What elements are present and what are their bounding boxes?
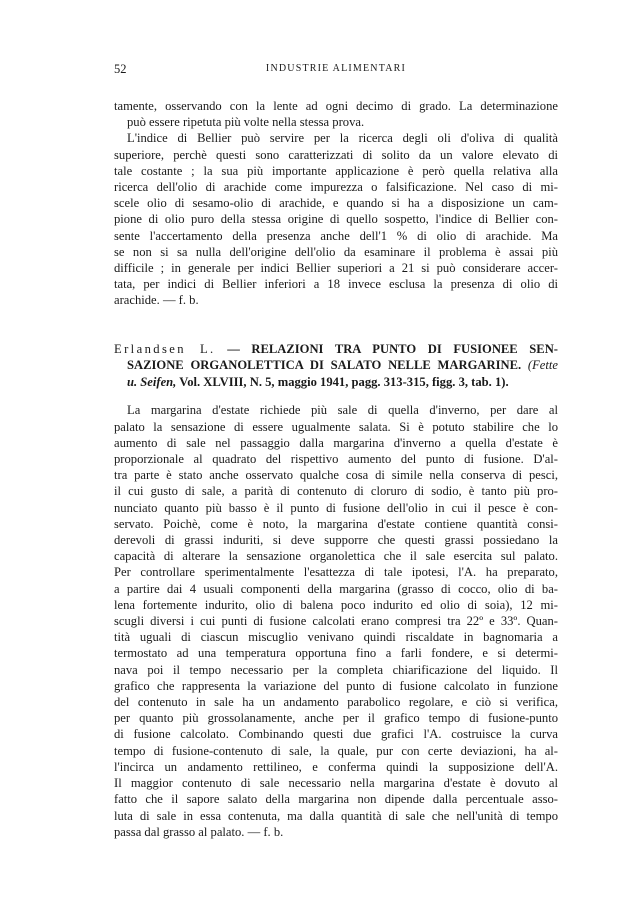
text-line: scele olio di sesamo-olio di arachide, e quando si ha a disposizione un cam-	[114, 196, 558, 211]
page-number: 52	[114, 62, 127, 76]
text-line: l'incirca un andamento rettilineo, e conferma quindi la supposizione dell'A.	[114, 759, 558, 774]
text-line: fatto che il sapore salato della margarina non dipende dalla percentuale asso-	[114, 792, 558, 807]
text-line: aumento di sale nel passaggio dalla margarina d'inverno a quella d'estate è	[114, 435, 558, 450]
text-line: tempo di fusione-contenuto di sale, la quale, pur con certe deviazioni, ha al-	[114, 743, 558, 758]
text-line: a partire dai 4 usuali componenti della margarina (grasso di cocco, olio di ba-	[114, 581, 558, 596]
paragraph-margarine-abstract	[114, 402, 558, 839]
text-line: per quanto più grossolanamente, anche per il grafico tempo di fusione-punto	[114, 711, 558, 726]
text-line: ricerca dell'olio di arachide come impurezza o falsificazione. Nel caso di mi-	[114, 180, 558, 195]
paragraph-bellier-index	[114, 130, 558, 308]
article-title-line-2	[114, 357, 558, 374]
text-line: tamente, osservando con la lente ad ogni decimo di grado. La determinazione	[114, 99, 558, 113]
text-line: capacità di alterare la sensazione organolettica che il sale esercita sul palato.	[114, 549, 558, 564]
text-line: tale costante ; la sua più importante applicazione è però quella relativa alla	[114, 163, 558, 178]
article-author: Erlandsen L.	[114, 341, 216, 356]
text-line: passa dal grasso al palato. — f. b.	[114, 824, 284, 839]
text-line: derevoli di grassi induriti, si deve supporre che questi grassi possiedano la	[114, 533, 558, 548]
text-line: tata, per indici di Bellier inferiori a 18 invece esclusa la presenza di olio di	[114, 277, 558, 292]
article-title-part-1: — RELAZIONI TRA PUNTO DI FUSIONEE SEN-	[227, 341, 558, 356]
text-line: sente l'accertamento della presenza anche dell'1 % di olio di arachide. Ma	[114, 228, 558, 243]
journal-name-italic-1: (Fette	[527, 358, 558, 373]
text-line: nava poi il tempo necessario per la completa chiarificazione del liquido. Il	[114, 662, 558, 677]
text-line: lena fortemente indurito, olio di balena poco indurito ed olio di soia), 12 mi-	[114, 597, 558, 612]
text-line: di fusione calcolato. Combinando questi due grafici l'A. costruisce la curva	[114, 727, 558, 742]
text-line: nunciato quanto più basso è il punto di fusione dell'olio in cui il pesce è con-	[114, 500, 558, 515]
text-line: La margarina d'estate richiede più sale di quella d'inverno, per dare al	[127, 403, 558, 418]
page	[114, 62, 558, 840]
article-heading	[114, 341, 558, 391]
text-line: difficile ; in generale per indici Bellier superiori a 21 si può considerare accer-	[114, 261, 558, 276]
text-line: scugli diversi i cui punti di fusione calcolati erano compresi tra 22º e 33º. Quan-	[114, 614, 558, 629]
journal-name-part-1	[528, 358, 558, 372]
journal-name-part-2: u. Seifen,	[127, 374, 177, 389]
text-line: del contenuto in sale ha un andamento parabolico regolare, e ciò si verifica,	[114, 695, 558, 710]
running-header	[114, 62, 558, 82]
text-line: il cui gusto di sale, a parità di contenuto di cloruro di sodio, è tanto più pro-	[114, 484, 558, 499]
journal-citation: Vol. XLVIII, N. 5, maggio 1941, pagg. 313-315, figg. 3, tab. 1).	[179, 374, 509, 389]
text-line: superiore, perchè questi sono caratterizzati di solito da un valore elevato di	[114, 147, 558, 162]
text-line: arachide. — f. b.	[114, 293, 199, 308]
text-line: Per controllare sperimentalmente l'esattezza di tale ipotesi, l'A. ha preparato,	[114, 565, 558, 580]
text-line: tità uguali di ciascun miscuglio venivano quindi riscaldate in bagnomaria a	[114, 630, 558, 645]
article-citation-line	[114, 374, 558, 391]
text-line: termostato ad una temperatura opportuna fino a farli fondere, e si determi-	[114, 646, 558, 661]
text-line: se non si sa nulla dell'origine dell'olio da esaminare il problema è assai più	[114, 244, 558, 259]
text-line: servato. Poichè, come è noto, la margarina d'estate contiene quantità consi-	[114, 516, 558, 531]
running-title: INDUSTRIE ALIMENTARI	[265, 63, 407, 74]
text-line: tra parte è stato anche osservato qualche cosa di simile nella conserva di pesci,	[114, 468, 558, 483]
article-title-line-1	[114, 341, 558, 358]
text-line: pione di olio puro della stessa origine di quello sospetto, l'indice di Bellier con-	[114, 212, 558, 227]
article-title-part-2: SAZIONE ORGANOLETTICA DI SALATO NELLE MARGARINE.	[127, 358, 522, 373]
text-line: luta di sale in essa contenuta, ma dalla quantità di sale che nell'unità di tempo	[114, 808, 558, 823]
text-line: palato la sensazione di essere ugualmente salata. Si è potuto stabilire che lo	[114, 419, 558, 434]
text-line: proporzionale al quadrato del rispettivo aumento del punto di fusione. D'al-	[114, 452, 558, 467]
text-line: grafico che rappresenta la variazione del punto di fusione calcolato in funzione	[114, 678, 558, 693]
paragraph-continued	[114, 98, 558, 130]
text-line: Il maggior contenuto di sale necessario nella margarina d'estate è dovuto al	[114, 776, 558, 791]
text-line: può essere ripetuta più volte nella stessa prova.	[127, 115, 365, 130]
text-line: L'indice di Bellier può servire per la ricerca degli oli d'oliva di qualità	[127, 131, 558, 146]
